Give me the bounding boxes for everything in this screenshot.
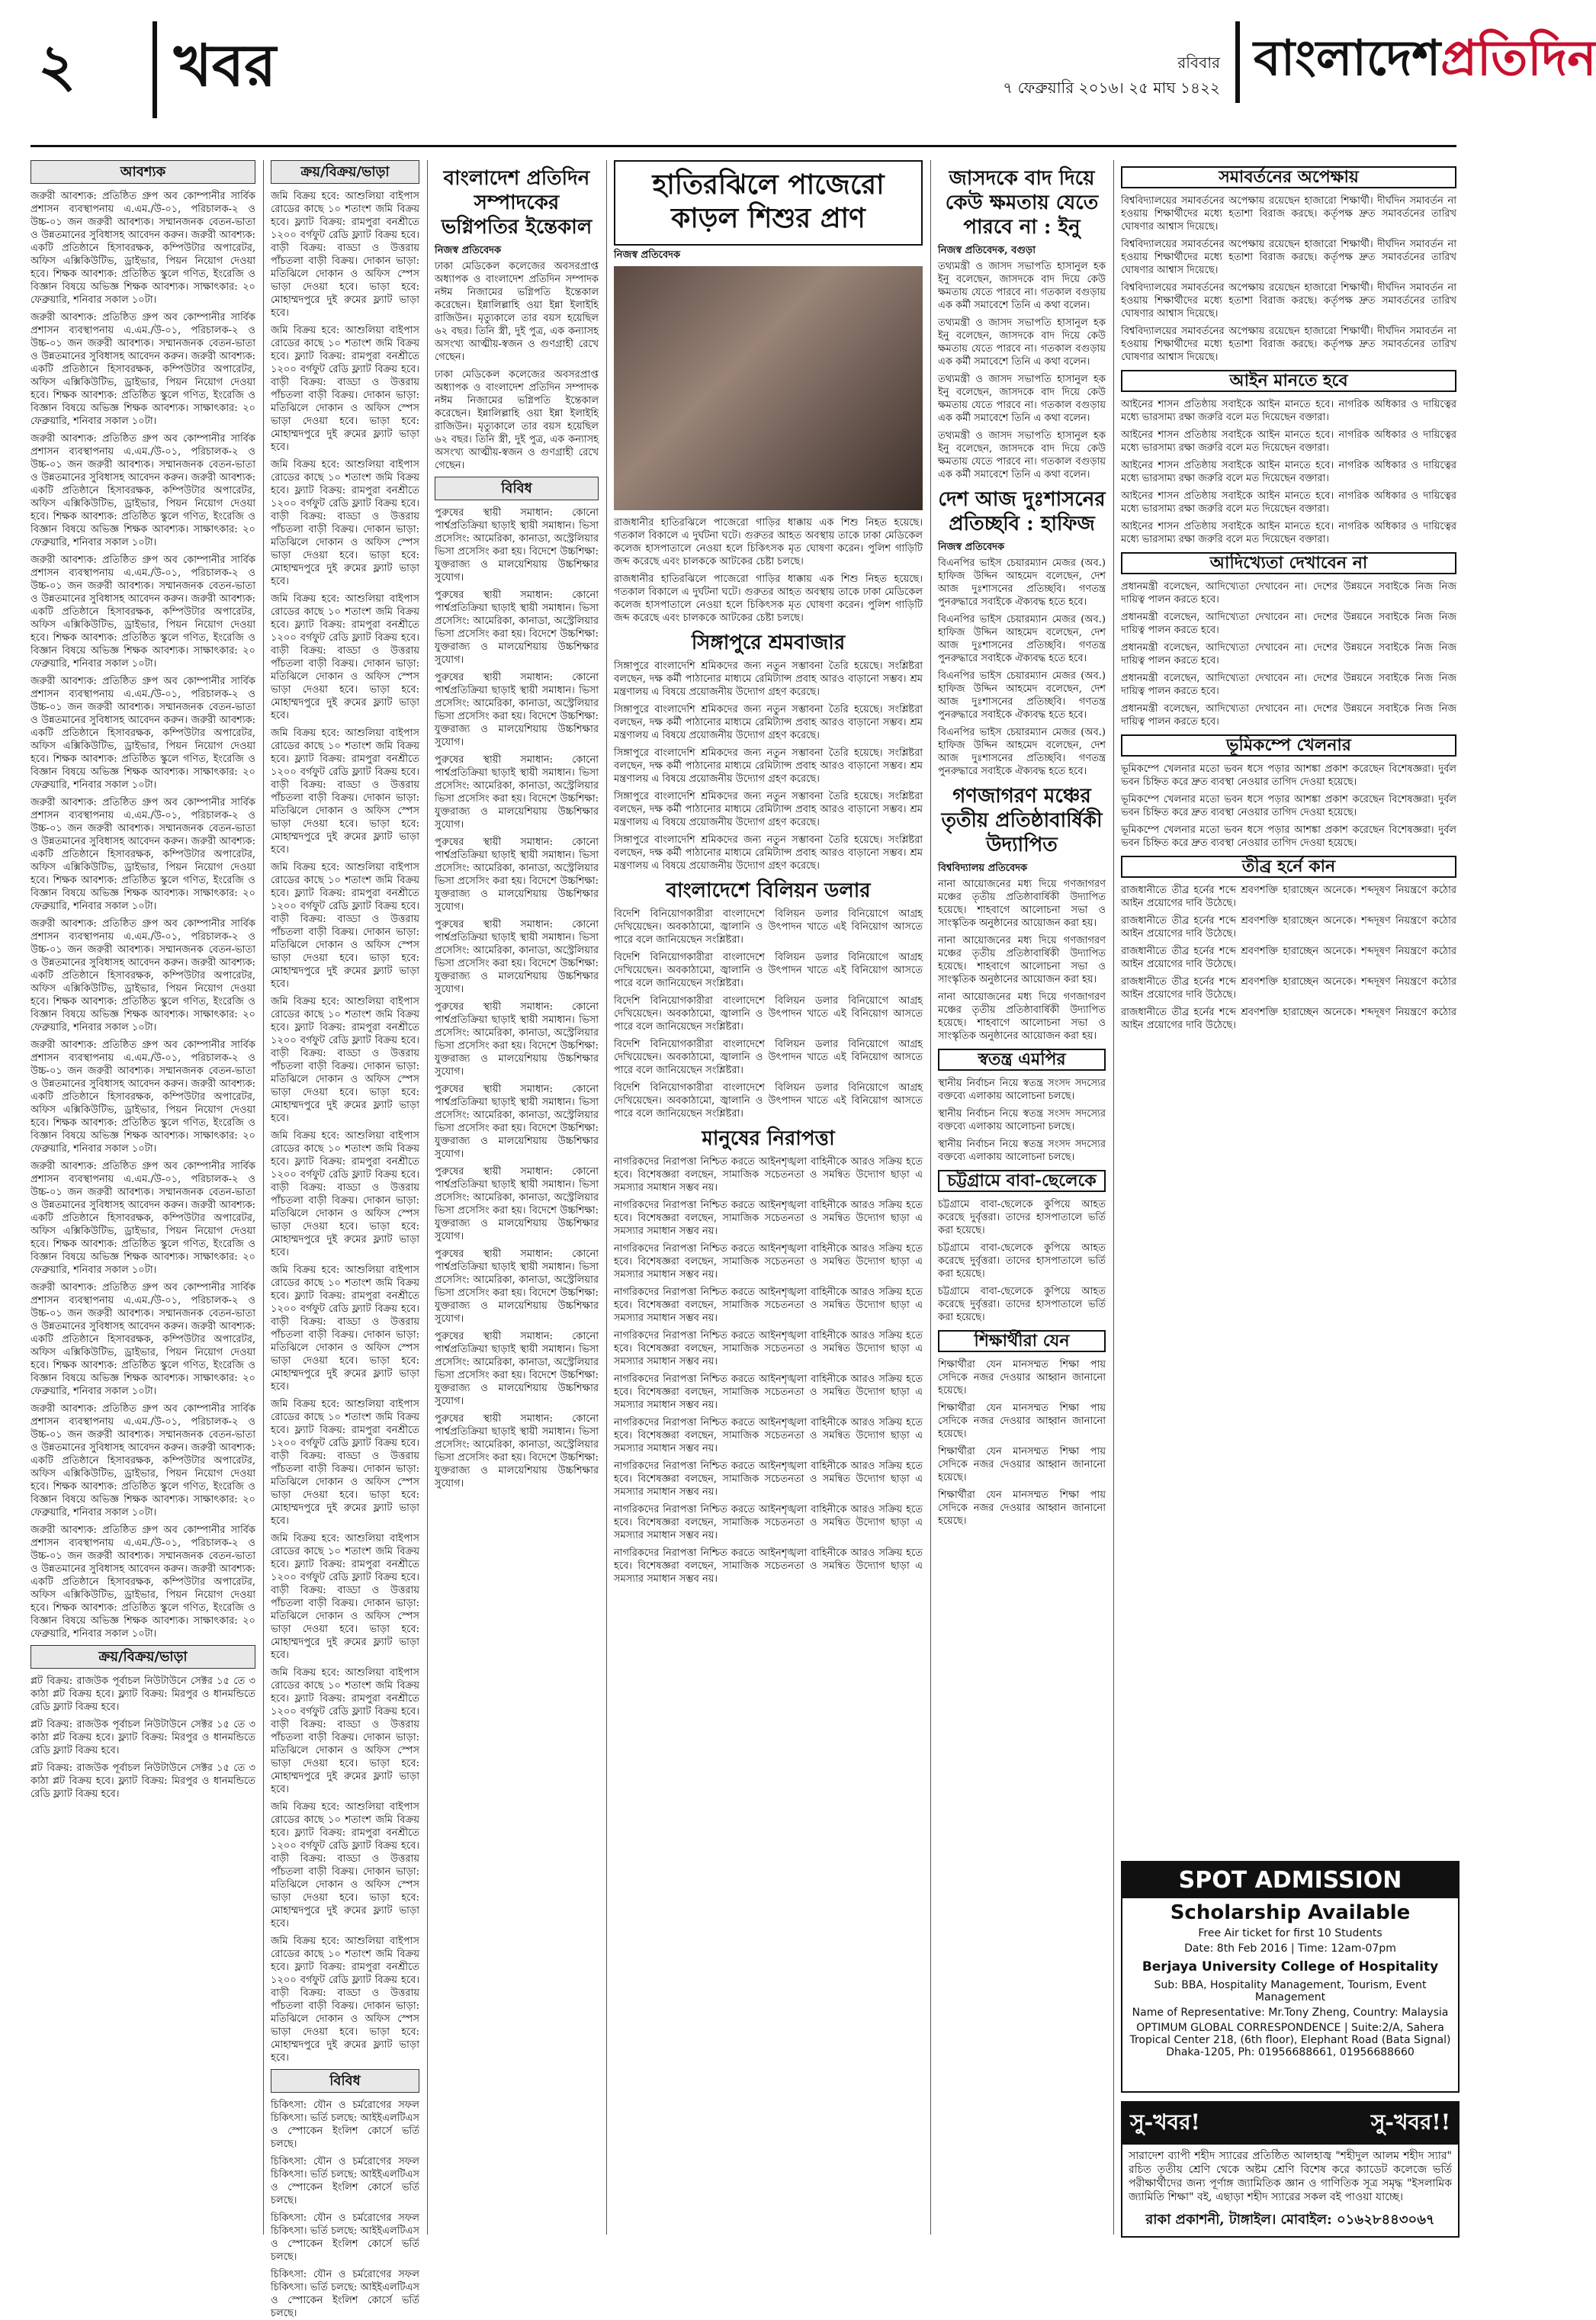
obit-byline: নিজস্ব প্রতিবেদক	[435, 245, 502, 256]
classified-text: জমি বিক্রয় হবে: আশুলিয়া বাইপাস রোডের কাছে ১০ শতাংশ জমি বিক্রয় হবে। ফ্ল্যাট বিক্রয়: রামপুরা বনশ্রীতে ১২০০ বর্গফুট রেডি ফ্ল্যাট বিক্রয় হবে। বাড়ী বিক্রয়: বাড্ডা ও উত্তরায় পাঁচতলা বাড়ী বিক্রয়। দোকান ভাড়া: মতিঝিলে দোকান ও অফিস স্পেস ভাড়া দেওয়া হবে। ভাড়া হবে: মোহাম্মদপুরে দুই রুমের ফ্ল্যাট ভাড়া হবে।	[271, 1130, 419, 1258]
story-headline: জাসদকে বাদ দিয়ে কেউ ক্ষমতায় যেতে পারবে না : ইনু	[945, 167, 1099, 239]
ad-body: সারাদেশ ব্যাপী শহীদ স্যারের প্রতিষ্ঠিত আলহাজ্ব "শহীদুল আলম শহীদ স্যার" রচিত তৃতীয় শ্রেণি থেকে অষ্টম শ্রেণি বিশেষ করে ক্যাডেট কলেজে ভর্তি পরীক্ষার্থীদের জন্য পূর্ণাঙ্গ জ্যামিতিক জ্ঞান ও গাণিতিক সূত্র সমৃদ্ধ "ইসলামিক জ্যামিতি শিক্ষা" বই, এছাড়া শহীদ স্যারের সকল বই পাওয়া যাচ্ছে।	[1129, 2150, 1452, 2203]
story-text: বিএনপির ভাইস চেয়ারম্যান মেজর (অব.) হাফিজ উদ্দিন আহমেদ বলেছেন, দেশ আজ দুঃশাসনের প্রতিচ্ছবি। গণতন্ত্র পুনরুদ্ধারে সবাইকে ঐক্যবদ্ধ হতে হবে।	[938, 670, 1106, 721]
classified-text: জমি বিক্রয় হবে: আশুলিয়া বাইপাস রোডের কাছে ১০ শতাংশ জমি বিক্রয় হবে। ফ্ল্যাট বিক্রয়: রামপুরা বনশ্রীতে ১২০০ বর্গফুট রেডি ফ্ল্যাট বিক্রয় হবে। বাড়ী বিক্রয়: বাড্ডা ও উত্তরায় পাঁচতলা বাড়ী বিক্রয়। দোকান ভাড়া: মতিঝিলে দোকান ও অফিস স্পেস ভাড়া দেওয়া হবে। ভাড়া হবে: মোহাম্মদপুরে দুই রুমের ফ্ল্যাট ভাড়া হবে।	[271, 1801, 419, 1930]
story-text: শিক্ষার্থীরা যেন মানসম্মত শিক্ষা পায় সেদিকে নজর দেওয়ার আহ্বান জানানো হয়েছে।	[938, 1446, 1106, 1483]
classified-text: জরুরী আবশ্যক: প্রতিষ্ঠিত গ্রুপ অব কোম্পানীর সার্বিক প্রশাসন ব্যবস্থাপনায় এ.এম./উ-০১, পরিচালক-২ ও উচ্চ-০১ জন জরুরী আবশ্যক। সম্মানজনক বেতন-ভাতা ও উন্নতমানের সুবিধাসহ আবেদন করুন। জরুরী আবশ্যক: একটি প্রতিষ্ঠানে হিসাবরক্ষক, কম্পিউটার অপারেটর, অফিস এক্সিকিউটিভ, ড্রাইভার, পিয়ন নিয়োগ দেওয়া হবে। শিক্ষক আবশ্যক: প্রতিষ্ঠিত স্কুলে গণিত, ইংরেজি ও বিজ্ঞান বিষয়ে অভিজ্ঞ শিক্ষক আবশ্যক। সাক্ষাৎকার: ২০ ফেব্রুয়ারি, শনিবার সকাল ১০টা।	[31, 191, 255, 306]
story-text: প্রধানমন্ত্রী বলেছেন, আদিখ্যেতা দেখাবেন না। দেশের উন্নয়নে সবাইকে নিজ নিজ দায়িত্ব পালন করতে হবে।	[1121, 703, 1456, 728]
story-text: স্থানীয় নির্বাচন নিয়ে স্বতন্ত্র সংসদ সদস্যের বক্তব্যে এলাকায় আলোচনা চলছে।	[938, 1139, 1106, 1163]
story-text: রাজধানীতে তীব্র হর্নের শব্দে শ্রবণশক্তি হারাচ্ছেন অনেকে। শব্দদূষণ নিয়ন্ত্রণে কঠোর আইন প্রয়োগের দাবি উঠেছে।	[1121, 946, 1456, 970]
story-text: রাজধানীতে তীব্র হর্নের শব্দে শ্রবণশক্তি হারাচ্ছেন অনেকে। শব্দদূষণ নিয়ন্ত্রণে কঠোর আইন প্রয়োগের দাবি উঠেছে।	[1121, 1007, 1456, 1031]
classified-text: চিকিৎসা: যৌন ও চর্মরোগের সফল চিকিৎসা। ভর্তি চলছে: আইইএলটিএস ও স্পোকেন ইংলিশ কোর্সে ভর্তি চলছে।	[271, 2156, 419, 2206]
classified-text: জমি বিক্রয় হবে: আশুলিয়া বাইপাস রোডের কাছে ১০ শতাংশ জমি বিক্রয় হবে। ফ্ল্যাট বিক্রয়: রামপুরা বনশ্রীতে ১২০০ বর্গফুট রেডি ফ্ল্যাট বিক্রয় হবে। বাড়ী বিক্রয়: বাড্ডা ও উত্তরায় পাঁচতলা বাড়ী বিক্রয়। দোকান ভাড়া: মতিঝিলে দোকান ও অফিস স্পেস ভাড়া দেওয়া হবে। ভাড়া হবে: মোহাম্মদপুরে দুই রুমের ফ্ল্যাট ভাড়া হবে।	[271, 1667, 419, 1795]
classified-text: জরুরী আবশ্যক: প্রতিষ্ঠিত গ্রুপ অব কোম্পানীর সার্বিক প্রশাসন ব্যবস্থাপনায় এ.এম./উ-০১, পরিচালক-২ ও উচ্চ-০১ জন জরুরী আবশ্যক। সম্মানজনক বেতন-ভাতা ও উন্নতমানের সুবিধাসহ আবেদন করুন। জরুরী আবশ্যক: একটি প্রতিষ্ঠানে হিসাবরক্ষক, কম্পিউটার অপারেটর, অফিস এক্সিকিউটিভ, ড্রাইভার, পিয়ন নিয়োগ দেওয়া হবে। শিক্ষক আবশ্যক: প্রতিষ্ঠিত স্কুলে গণিত, ইংরেজি ও বিজ্ঞান বিষয়ে অভিজ্ঞ শিক্ষক আবশ্যক। সাক্ষাৎকার: ২০ ফেব্রুয়ারি, শনিবার সকাল ১০টা।	[31, 433, 255, 548]
classified-heading: আবশ্যক	[31, 160, 255, 184]
story-text: নাগরিকদের নিরাপত্তা নিশ্চিত করতে আইনশৃঙ্খলা বাহিনীকে আরও সক্রিয় হতে হবে। বিশেষজ্ঞরা বলছেন, সামাজিক সচেতনতা ও সমন্বিত উদ্যোগ ছাড়া এ সমস্যার সমাধান সম্ভব নয়।	[614, 1417, 923, 1454]
story-text: বিদেশি বিনিয়োগকারীরা বাংলাদেশে বিলিয়ন ডলার বিনিয়োগে আগ্রহ দেখিয়েছেন। অবকাঠামো, জ্বালানি ও উৎপাদন খাতে এই বিনিয়োগ আসতে পারে বলে জানিয়েছেন সংশ্লিষ্টরা।	[614, 1039, 923, 1076]
misc-text: পুরুষের স্থায়ী সমাধান: কোনো পার্শ্বপ্রতিক্রিয়া ছাড়াই স্থায়ী সমাধান। ভিসা প্রসেসিং: আমেরিকা, কানাডা, অস্ট্রেলিয়ার ভিসা প্রসেসিং করা হয়। বিদেশে উচ্চশিক্ষা: যুক্তরাজ্য ও মালয়েশিয়ায় উচ্চশিক্ষার সুযোগ।	[435, 1413, 599, 1489]
story-text: নাগরিকদের নিরাপত্তা নিশ্চিত করতে আইনশৃঙ্খলা বাহিনীকে আরও সক্রিয় হতে হবে। বিশেষজ্ঞরা বলছেন, সামাজিক সচেতনতা ও সমন্বিত উদ্যোগ ছাড়া এ সমস্যার সমাধান সম্ভব নয়।	[614, 1374, 923, 1411]
story-text: প্রধানমন্ত্রী বলেছেন, আদিখ্যেতা দেখাবেন না। দেশের উন্নয়নে সবাইকে নিজ নিজ দায়িত্ব পালন করতে হবে।	[1121, 673, 1456, 697]
brand-main: বাংলাদেশ	[1254, 30, 1441, 87]
story-headline: চট্টগ্রামে বাবা-ছেলেকে	[938, 1170, 1106, 1192]
story-headline: সিঙ্গাপুরে শ্রমবাজার	[691, 631, 846, 654]
story-text: সিঙ্গাপুরে বাংলাদেশি শ্রমিকদের জন্য নতুন সম্ভাবনা তৈরি হয়েছে। সংশ্লিষ্টরা বলছেন, দক্ষ কর্মী পাঠানোর মাধ্যমে রেমিট্যান্স প্রবাহ আরও বাড়ানো সম্ভব। শ্রম মন্ত্রণালয় এ বিষয়ে প্রয়োজনীয় উদ্যোগ গ্রহণ করেছে।	[614, 660, 923, 698]
ad-institute: Berjaya University College of Hospitality	[1142, 1959, 1439, 1975]
classified-text: প্লট বিক্রয়: রাজউক পূর্বাচল নিউটাউনে সেক্টর ১৫ তে ৩ কাঠা প্লট বিক্রয় হবে। ফ্ল্যাট বিক্রয়: মিরপুর ও ধানমন্ডিতে রেডি ফ্ল্যাট বিক্রয় হবে।	[31, 1676, 255, 1713]
story-text: বিএনপির ভাইস চেয়ারম্যান মেজর (অব.) হাফিজ উদ্দিন আহমেদ বলেছেন, দেশ আজ দুঃশাসনের প্রতিচ্ছবি। গণতন্ত্র পুনরুদ্ধারে সবাইকে ঐক্যবদ্ধ হতে হবে।	[938, 727, 1106, 777]
classified-text: জমি বিক্রয় হবে: আশুলিয়া বাইপাস রোডের কাছে ১০ শতাংশ জমি বিক্রয় হবে। ফ্ল্যাট বিক্রয়: রামপুরা বনশ্রীতে ১২০০ বর্গফুট রেডি ফ্ল্যাট বিক্রয় হবে। বাড়ী বিক্রয়: বাড্ডা ও উত্তরায় পাঁচতলা বাড়ী বিক্রয়। দোকান ভাড়া: মতিঝিলে দোকান ও অফিস স্পেস ভাড়া দেওয়া হবে। ভাড়া হবে: মোহাম্মদপুরে দুই রুমের ফ্ল্যাট ভাড়া হবে।	[271, 1533, 419, 1661]
ad-header-right: সু-খবর!!	[1370, 2110, 1450, 2135]
misc-text: পুরুষের স্থায়ী সমাধান: কোনো পার্শ্বপ্রতিক্রিয়া ছাড়াই স্থায়ী সমাধান। ভিসা প্রসেসিং: আমেরিকা, কানাডা, অস্ট্রেলিয়ার ভিসা প্রসেসিং করা হয়। বিদেশে উচ্চশিক্ষা: যুক্তরাজ্য ও মালয়েশিয়ায় উচ্চশিক্ষার সুযোগ।	[435, 590, 599, 666]
story-text: ভূমিকম্পে খেলনার মতো ভবন ধসে পড়ার আশঙ্কা প্রকাশ করেছেন বিশেষজ্ঞরা। দুর্বল ভবন চিহ্নিত করে দ্রুত ব্যবস্থা নেওয়ার তাগিদ দেওয়া হয়েছে।	[1121, 763, 1456, 788]
page-number: ২	[38, 31, 76, 99]
classified-text: জমি বিক্রয় হবে: আশুলিয়া বাইপাস রোডের কাছে ১০ শতাংশ জমি বিক্রয় হবে। ফ্ল্যাট বিক্রয়: রামপুরা বনশ্রীতে ১২০০ বর্গফুট রেডি ফ্ল্যাট বিক্রয় হবে। বাড়ী বিক্রয়: বাড্ডা ও উত্তরায় পাঁচতলা বাড়ী বিক্রয়। দোকান ভাড়া: মতিঝিলে দোকান ও অফিস স্পেস ভাড়া দেওয়া হবে। ভাড়া হবে: মোহাম্মদপুরে দুই রুমের ফ্ল্যাট ভাড়া হবে।	[271, 1936, 419, 2064]
story-text: বিএনপির ভাইস চেয়ারম্যান মেজর (অব.) হাফিজ উদ্দিন আহমেদ বলেছেন, দেশ আজ দুঃশাসনের প্রতিচ্ছবি। গণতন্ত্র পুনরুদ্ধারে সবাইকে ঐক্যবদ্ধ হতে হবে।	[938, 558, 1106, 608]
column-divider	[427, 160, 428, 2235]
story-headline: সমাবর্তনের অপেক্ষায়	[1121, 166, 1456, 188]
story-text: বিদেশি বিনিয়োগকারীরা বাংলাদেশে বিলিয়ন ডলার বিনিয়োগে আগ্রহ দেখিয়েছেন। অবকাঠামো, জ্বালানি ও উৎপাদন খাতে এই বিনিয়োগ আসতে পারে বলে জানিয়েছেন সংশ্লিষ্টরা।	[614, 908, 923, 946]
classified-text: জরুরী আবশ্যক: প্রতিষ্ঠিত গ্রুপ অব কোম্পানীর সার্বিক প্রশাসন ব্যবস্থাপনায় এ.এম./উ-০১, পরিচালক-২ ও উচ্চ-০১ জন জরুরী আবশ্যক। সম্মানজনক বেতন-ভাতা ও উন্নতমানের সুবিধাসহ আবেদন করুন। জরুরী আবশ্যক: একটি প্রতিষ্ঠানে হিসাবরক্ষক, কম্পিউটার অপারেটর, অফিস এক্সিকিউটিভ, ড্রাইভার, পিয়ন নিয়োগ দেওয়া হবে। শিক্ষক আবশ্যক: প্রতিষ্ঠিত স্কুলে গণিত, ইংরেজি ও বিজ্ঞান বিষয়ে অভিজ্ঞ শিক্ষক আবশ্যক। সাক্ষাৎকার: ২০ ফেব্রুয়ারি, শনিবার সকাল ১০টা।	[31, 918, 255, 1033]
lead-byline: নিজস্ব প্রতিবেদক	[614, 249, 681, 261]
story-text: রাজধানীতে তীব্র হর্নের শব্দে শ্রবণশক্তি হারাচ্ছেন অনেকে। শব্দদূষণ নিয়ন্ত্রণে কঠোর আইন প্রয়োগের দাবি উঠেছে।	[1121, 976, 1456, 1001]
ad-address: OPTIMUM GLOBAL CORRESPONDENCE | Suite:2/A, Sahera Tropical Center 218, (6th floor), Elephant Road (Bata Signal) Dhaka-1205, Ph: 01956688661, 01956688660	[1129, 2022, 1451, 2058]
story-headline: আইন মানতে হবে	[1121, 370, 1456, 392]
classified-text: চিকিৎসা: যৌন ও চর্মরোগের সফল চিকিৎসা। ভর্তি চলছে: আইইএলটিএস ও স্পোকেন ইংলিশ কোর্সে ভর্তি চলছে।	[271, 2269, 419, 2319]
story-text: বিদেশি বিনিয়োগকারীরা বাংলাদেশে বিলিয়ন ডলার বিনিয়োগে আগ্রহ দেখিয়েছেন। অবকাঠামো, জ্বালানি ও উৎপাদন খাতে এই বিনিয়োগ আসতে পারে বলে জানিয়েছেন সংশ্লিষ্টরা।	[614, 1082, 923, 1120]
story-text: নাগরিকদের নিরাপত্তা নিশ্চিত করতে আইনশৃঙ্খলা বাহিনীকে আরও সক্রিয় হতে হবে। বিশেষজ্ঞরা বলছেন, সামাজিক সচেতনতা ও সমন্বিত উদ্যোগ ছাড়া এ সমস্যার সমাধান সম্ভব নয়।	[614, 1156, 923, 1194]
classified-text: চিকিৎসা: যৌন ও চর্মরোগের সফল চিকিৎসা। ভর্তি চলছে: আইইএলটিএস ও স্পোকেন ইংলিশ কোর্সে ভর্তি চলছে।	[271, 2212, 419, 2263]
classified-text: জমি বিক্রয় হবে: আশুলিয়া বাইপাস রোডের কাছে ১০ শতাংশ জমি বিক্রয় হবে। ফ্ল্যাট বিক্রয়: রামপুরা বনশ্রীতে ১২০০ বর্গফুট রেডি ফ্ল্যাট বিক্রয় হবে। বাড়ী বিক্রয়: বাড্ডা ও উত্তরায় পাঁচতলা বাড়ী বিক্রয়। দোকান ভাড়া: মতিঝিলে দোকান ও অফিস স্পেস ভাড়া দেওয়া হবে। ভাড়া হবে: মোহাম্মদপুরে দুই রুমের ফ্ল্যাট ভাড়া হবে।	[271, 1399, 419, 1527]
classified-text: জরুরী আবশ্যক: প্রতিষ্ঠিত গ্রুপ অব কোম্পানীর সার্বিক প্রশাসন ব্যবস্থাপনায় এ.এম./উ-০১, পরিচালক-২ ও উচ্চ-০১ জন জরুরী আবশ্যক। সম্মানজনক বেতন-ভাতা ও উন্নতমানের সুবিধাসহ আবেদন করুন। জরুরী আবশ্যক: একটি প্রতিষ্ঠানে হিসাবরক্ষক, কম্পিউটার অপারেটর, অফিস এক্সিকিউটিভ, ড্রাইভার, পিয়ন নিয়োগ দেওয়া হবে। শিক্ষক আবশ্যক: প্রতিষ্ঠিত স্কুলে গণিত, ইংরেজি ও বিজ্ঞান বিষয়ে অভিজ্ঞ শিক্ষক আবশ্যক। সাক্ষাৎকার: ২০ ফেব্রুয়ারি, শনিবার সকাল ১০টা।	[31, 1040, 255, 1155]
classified-text: জমি বিক্রয় হবে: আশুলিয়া বাইপাস রোডের কাছে ১০ শতাংশ জমি বিক্রয় হবে। ফ্ল্যাট বিক্রয়: রামপুরা বনশ্রীতে ১২০০ বর্গফুট রেডি ফ্ল্যাট বিক্রয় হবে। বাড়ী বিক্রয়: বাড্ডা ও উত্তরায় পাঁচতলা বাড়ী বিক্রয়। দোকান ভাড়া: মতিঝিলে দোকান ও অফিস স্পেস ভাড়া দেওয়া হবে। ভাড়া হবে: মোহাম্মদপুরে দুই রুমের ফ্ল্যাট ভাড়া হবে।	[271, 728, 419, 856]
classified-text: জমি বিক্রয় হবে: আশুলিয়া বাইপাস রোডের কাছে ১০ শতাংশ জমি বিক্রয় হবে। ফ্ল্যাট বিক্রয়: রামপুরা বনশ্রীতে ১২০০ বর্গফুট রেডি ফ্ল্যাট বিক্রয় হবে। বাড়ী বিক্রয়: বাড্ডা ও উত্তরায় পাঁচতলা বাড়ী বিক্রয়। দোকান ভাড়া: মতিঝিলে দোকান ও অফিস স্পেস ভাড়া দেওয়া হবে। ভাড়া হবে: মোহাম্মদপুরে দুই রুমের ফ্ল্যাট ভাড়া হবে।	[271, 325, 419, 453]
classified-text: জরুরী আবশ্যক: প্রতিষ্ঠিত গ্রুপ অব কোম্পানীর সার্বিক প্রশাসন ব্যবস্থাপনায় এ.এম./উ-০১, পরিচালক-২ ও উচ্চ-০১ জন জরুরী আবশ্যক। সম্মানজনক বেতন-ভাতা ও উন্নতমানের সুবিধাসহ আবেদন করুন। জরুরী আবশ্যক: একটি প্রতিষ্ঠানে হিসাবরক্ষক, কম্পিউটার অপারেটর, অফিস এক্সিকিউটিভ, ড্রাইভার, পিয়ন নিয়োগ দেওয়া হবে। শিক্ষক আবশ্যক: প্রতিষ্ঠিত স্কুলে গণিত, ইংরেজি ও বিজ্ঞান বিষয়ে অভিজ্ঞ শিক্ষক আবশ্যক। সাক্ষাৎকার: ২০ ফেব্রুয়ারি, শনিবার সকাল ১০টা।	[31, 1525, 255, 1640]
story-text: বিদেশি বিনিয়োগকারীরা বাংলাদেশে বিলিয়ন ডলার বিনিয়োগে আগ্রহ দেখিয়েছেন। অবকাঠামো, জ্বালানি ও উৎপাদন খাতে এই বিনিয়োগ আসতে পারে বলে জানিয়েছেন সংশ্লিষ্টরা।	[614, 995, 923, 1033]
story-text: নানা আয়োজনের মধ্য দিয়ে গণজাগরণ মঞ্চের তৃতীয় প্রতিষ্ঠাবার্ষিকী উদ্যাপিত হয়েছে। শাহবাগে আলোচনা সভা ও সাংস্কৃতিক অনুষ্ঠানের আয়োজন করা হয়।	[938, 879, 1106, 929]
column-divider	[606, 160, 607, 2235]
story-headline: স্বতন্ত্র এমপির	[938, 1049, 1106, 1071]
story-text: চট্টগ্রামে বাবা-ছেলেকে কুপিয়ে আহত করেছে দুর্বৃত্তরা। তাদের হাসপাতালে ভর্তি করা হয়েছে।	[938, 1199, 1106, 1236]
misc-text: পুরুষের স্থায়ী সমাধান: কোনো পার্শ্বপ্রতিক্রিয়া ছাড়াই স্থায়ী সমাধান। ভিসা প্রসেসিং: আমেরিকা, কানাডা, অস্ট্রেলিয়ার ভিসা প্রসেসিং করা হয়। বিদেশে উচ্চশিক্ষা: যুক্তরাজ্য ও মালয়েশিয়ায় উচ্চশিক্ষার সুযোগ।	[435, 754, 599, 831]
misc-text: পুরুষের স্থায়ী সমাধান: কোনো পার্শ্বপ্রতিক্রিয়া ছাড়াই স্থায়ী সমাধান। ভিসা প্রসেসিং: আমেরিকা, কানাডা, অস্ট্রেলিয়ার ভিসা প্রসেসিং করা হয়। বিদেশে উচ্চশিক্ষা: যুক্তরাজ্য ও মালয়েশিয়ায় উচ্চশিক্ষার সুযোগ।	[435, 672, 599, 748]
story-text: ভূমিকম্পে খেলনার মতো ভবন ধসে পড়ার আশঙ্কা প্রকাশ করেছেন বিশেষজ্ঞরা। দুর্বল ভবন চিহ্নিত করে দ্রুত ব্যবস্থা নেওয়ার তাগিদ দেওয়া হয়েছে।	[1121, 794, 1456, 818]
lead-text: রাজধানীর হাতিরঝিলে পাজেরো গাড়ির ধাক্কায় এক শিশু নিহত হয়েছে। গতকাল বিকালে এ দুর্ঘটনা ঘটে। গুরুতর আহত অবস্থায় তাকে ঢাকা মেডিকেল কলেজ হাসপাতালে নেওয়া হলে চিকিৎসক মৃত ঘোষণা করেন। পুলিশ গাড়িটি জব্দ করেছে এবং চালককে আটকের চেষ্টা চলছে।	[614, 517, 923, 567]
story-text: শিক্ষার্থীরা যেন মানসম্মত শিক্ষা পায় সেদিকে নজর দেওয়ার আহ্বান জানানো হয়েছে।	[938, 1489, 1106, 1527]
story-text: সিঙ্গাপুরে বাংলাদেশি শ্রমিকদের জন্য নতুন সম্ভাবনা তৈরি হয়েছে। সংশ্লিষ্টরা বলছেন, দক্ষ কর্মী পাঠানোর মাধ্যমে রেমিট্যান্স প্রবাহ আরও বাড়ানো সম্ভব। শ্রম মন্ত্রণালয় এ বিষয়ে প্রয়োজনীয় উদ্যোগ গ্রহণ করেছে।	[614, 704, 923, 741]
misc-heading: বিবিধ	[435, 477, 599, 500]
story-text: বিশ্ববিদ্যালয়ের সমাবর্তনের অপেক্ষায় রয়েছেন হাজারো শিক্ষার্থী। দীর্ঘদিন সমাবর্তন না হওয়ায় শিক্ষার্থীদের মধ্যে হতাশা বিরাজ করছে। কর্তৃপক্ষ দ্রুত সমাবর্তনের তারিখ ঘোষণার আশ্বাস দিয়েছে।	[1121, 282, 1456, 320]
misc-text: পুরুষের স্থায়ী সমাধান: কোনো পার্শ্বপ্রতিক্রিয়া ছাড়াই স্থায়ী সমাধান। ভিসা প্রসেসিং: আমেরিকা, কানাডা, অস্ট্রেলিয়ার ভিসা প্রসেসিং করা হয়। বিদেশে উচ্চশিক্ষা: যুক্তরাজ্য ও মালয়েশিয়ায় উচ্চশিক্ষার সুযোগ।	[435, 837, 599, 913]
ad-date: Date: 8th Feb 2016 | Time: 12am-07pm	[1184, 1942, 1396, 1955]
story-headline: বাংলাদেশে বিলিয়ন ডলার	[666, 879, 871, 902]
story-text: স্থানীয় নির্বাচন নিয়ে স্বতন্ত্র সংসদ সদস্যের বক্তব্যে এলাকায় আলোচনা চলছে।	[938, 1108, 1106, 1133]
story-text: আইনের শাসন প্রতিষ্ঠায় সবাইকে আইন মানতে হবে। নাগরিক অধিকার ও দায়িত্বের মধ্যে ভারসাম্য রক্ষা জরুরি বলে মত দিয়েছেন বক্তারা।	[1121, 521, 1456, 545]
story-text: নাগরিকদের নিরাপত্তা নিশ্চিত করতে আইনশৃঙ্খলা বাহিনীকে আরও সক্রিয় হতে হবে। বিশেষজ্ঞরা বলছেন, সামাজিক সচেতনতা ও সমন্বিত উদ্যোগ ছাড়া এ সমস্যার সমাধান সম্ভব নয়।	[614, 1504, 923, 1541]
ad-subtitle: Scholarship Available	[1170, 1901, 1411, 1924]
story-headline: গণজাগরণ মঞ্চের তৃতীয় প্রতিষ্ঠাবার্ষিকী উদ্যাপিত	[941, 785, 1103, 856]
classified-text: প্লট বিক্রয়: রাজউক পূর্বাচল নিউটাউনে সেক্টর ১৫ তে ৩ কাঠা প্লট বিক্রয় হবে। ফ্ল্যাট বিক্রয়: মিরপুর ও ধানমন্ডিতে রেডি ফ্ল্যাট বিক্রয় হবে।	[31, 1762, 255, 1800]
story-text: নানা আয়োজনের মধ্য দিয়ে গণজাগরণ মঞ্চের তৃতীয় প্রতিষ্ঠাবার্ষিকী উদ্যাপিত হয়েছে। শাহবাগে আলোচনা সভা ও সাংস্কৃতিক অনুষ্ঠানের আয়োজন করা হয়।	[938, 991, 1106, 1042]
ad-note: Free Air ticket for first 10 Students	[1198, 1927, 1382, 1939]
misc-text: পুরুষের স্থায়ী সমাধান: কোনো পার্শ্বপ্রতিক্রিয়া ছাড়াই স্থায়ী সমাধান। ভিসা প্রসেসিং: আমেরিকা, কানাডা, অস্ট্রেলিয়ার ভিসা প্রসেসিং করা হয়। বিদেশে উচ্চশিক্ষা: যুক্তরাজ্য ও মালয়েশিয়ায় উচ্চশিক্ষার সুযোগ।	[435, 1166, 599, 1242]
obit-headline: বাংলাদেশ প্রতিদিন সম্পাদকের ভগ্নিপতির ইন্তেকাল	[441, 167, 592, 239]
news-col-6	[1121, 160, 1456, 1853]
classified-text: জমি বিক্রয় হবে: আশুলিয়া বাইপাস রোডের কাছে ১০ শতাংশ জমি বিক্রয় হবে। ফ্ল্যাট বিক্রয়: রামপুরা বনশ্রীতে ১২০০ বর্গফুট রেডি ফ্ল্যাট বিক্রয় হবে। বাড়ী বিক্রয়: বাড্ডা ও উত্তরায় পাঁচতলা বাড়ী বিক্রয়। দোকান ভাড়া: মতিঝিলে দোকান ও অফিস স্পেস ভাড়া দেওয়া হবে। ভাড়া হবে: মোহাম্মদপুরে দুই রুমের ফ্ল্যাট ভাড়া হবে।	[271, 996, 419, 1124]
ad-header-left: সু-খবর!	[1130, 2110, 1200, 2135]
masthead-day: রবিবার	[1177, 53, 1220, 72]
section-name: খবর	[153, 21, 276, 118]
story-headline: মানুষের নিরাপত্তা	[702, 1127, 835, 1150]
story-text: আইনের শাসন প্রতিষ্ঠায় সবাইকে আইন মানতে হবে। নাগরিক অধিকার ও দায়িত্বের মধ্যে ভারসাম্য রক্ষা জরুরি বলে মত দিয়েছেন বক্তারা।	[1121, 399, 1456, 423]
classified-text: জরুরী আবশ্যক: প্রতিষ্ঠিত গ্রুপ অব কোম্পানীর সার্বিক প্রশাসন ব্যবস্থাপনায় এ.এম./উ-০১, পরিচালক-২ ও উচ্চ-০১ জন জরুরী আবশ্যক। সম্মানজনক বেতন-ভাতা ও উন্নতমানের সুবিধাসহ আবেদন করুন। জরুরী আবশ্যক: একটি প্রতিষ্ঠানে হিসাবরক্ষক, কম্পিউটার অপারেটর, অফিস এক্সিকিউটিভ, ড্রাইভার, পিয়ন নিয়োগ দেওয়া হবে। শিক্ষক আবশ্যক: প্রতিষ্ঠিত স্কুলে গণিত, ইংরেজি ও বিজ্ঞান বিষয়ে অভিজ্ঞ শিক্ষক আবশ্যক। সাক্ষাৎকার: ২০ ফেব্রুয়ারি, শনিবার সকাল ১০টা।	[31, 1161, 255, 1276]
masthead-rule	[31, 145, 1456, 147]
story-text: সিঙ্গাপুরে বাংলাদেশি শ্রমিকদের জন্য নতুন সম্ভাবনা তৈরি হয়েছে। সংশ্লিষ্টরা বলছেন, দক্ষ কর্মী পাঠানোর মাধ্যমে রেমিট্যান্স প্রবাহ আরও বাড়ানো সম্ভব। শ্রম মন্ত্রণালয় এ বিষয়ে প্রয়োজনীয় উদ্যোগ গ্রহণ করেছে।	[614, 747, 923, 785]
ad-title: SPOT ADMISSION	[1122, 1862, 1458, 1898]
story-text: নাগরিকদের নিরাপত্তা নিশ্চিত করতে আইনশৃঙ্খলা বাহিনীকে আরও সক্রিয় হতে হবে। বিশেষজ্ঞরা বলছেন, সামাজিক সচেতনতা ও সমন্বিত উদ্যোগ ছাড়া এ সমস্যার সমাধান সম্ভব নয়।	[614, 1287, 923, 1324]
story-text: বিশ্ববিদ্যালয়ের সমাবর্তনের অপেক্ষায় রয়েছেন হাজারো শিক্ষার্থী। দীর্ঘদিন সমাবর্তন না হওয়ায় শিক্ষার্থীদের মধ্যে হতাশা বিরাজ করছে। কর্তৃপক্ষ দ্রুত সমাবর্তনের তারিখ ঘোষণার আশ্বাস দিয়েছে।	[1121, 326, 1456, 363]
story-text: শিক্ষার্থীরা যেন মানসম্মত শিক্ষা পায় সেদিকে নজর দেওয়ার আহ্বান জানানো হয়েছে।	[938, 1359, 1106, 1396]
classified-text: জরুরী আবশ্যক: প্রতিষ্ঠিত গ্রুপ অব কোম্পানীর সার্বিক প্রশাসন ব্যবস্থাপনায় এ.এম./উ-০১, পরিচালক-২ ও উচ্চ-০১ জন জরুরী আবশ্যক। সম্মানজনক বেতন-ভাতা ও উন্নতমানের সুবিধাসহ আবেদন করুন। জরুরী আবশ্যক: একটি প্রতিষ্ঠানে হিসাবরক্ষক, কম্পিউটার অপারেটর, অফিস এক্সিকিউটিভ, ড্রাইভার, পিয়ন নিয়োগ দেওয়া হবে। শিক্ষক আবশ্যক: প্রতিষ্ঠিত স্কুলে গণিত, ইংরেজি ও বিজ্ঞান বিষয়ে অভিজ্ঞ শিক্ষক আবশ্যক। সাক্ষাৎকার: ২০ ফেব্রুয়ারি, শনিবার সকাল ১০টা।	[31, 312, 255, 427]
story-byline: নিজস্ব প্রতিবেদক	[938, 541, 1005, 553]
brand-logo	[1235, 21, 1596, 103]
lead-column	[614, 160, 923, 2235]
classified-heading: ক্রয়/বিক্রয়/ভাড়া	[271, 160, 419, 184]
story-byline: নিজস্ব প্রতিবেদক, বগুড়া	[938, 245, 1036, 256]
classified-heading: ক্রয়/বিক্রয়/ভাড়া	[31, 1645, 255, 1669]
classified-text: জমি বিক্রয় হবে: আশুলিয়া বাইপাস রোডের কাছে ১০ শতাংশ জমি বিক্রয় হবে। ফ্ল্যাট বিক্রয়: রামপুরা বনশ্রীতে ১২০০ বর্গফুট রেডি ফ্ল্যাট বিক্রয় হবে। বাড়ী বিক্রয়: বাড্ডা ও উত্তরায় পাঁচতলা বাড়ী বিক্রয়। দোকান ভাড়া: মতিঝিলে দোকান ও অফিস স্পেস ভাড়া দেওয়া হবে। ভাড়া হবে: মোহাম্মদপুরে দুই রুমের ফ্ল্যাট ভাড়া হবে।	[271, 459, 419, 587]
story-text: শিক্ষার্থীরা যেন মানসম্মত শিক্ষা পায় সেদিকে নজর দেওয়ার আহ্বান জানানো হয়েছে।	[938, 1403, 1106, 1440]
ad-header	[1122, 2103, 1458, 2145]
spot-admission-ad	[1121, 1861, 1460, 2093]
story-text: তথ্যমন্ত্রী ও জাসদ সভাপতি হাসানুল হক ইনু বলেছেন, জাসদকে বাদ দিয়ে কেউ ক্ষমতায় যেতে পারবে না। গতকাল বগুড়ায় এক কর্মী সমাবেশে তিনি এ কথা বলেন।	[938, 317, 1106, 368]
story-text: স্থানীয় নির্বাচন নিয়ে স্বতন্ত্র সংসদ সদস্যের বক্তব্যে এলাকায় আলোচনা চলছে।	[938, 1078, 1106, 1102]
story-text: বিদেশি বিনিয়োগকারীরা বাংলাদেশে বিলিয়ন ডলার বিনিয়োগে আগ্রহ দেখিয়েছেন। অবকাঠামো, জ্বালানি ও উৎপাদন খাতে এই বিনিয়োগ আসতে পারে বলে জানিয়েছেন সংশ্লিষ্টরা।	[614, 952, 923, 989]
story-text: প্রধানমন্ত্রী বলেছেন, আদিখ্যেতা দেখাবেন না। দেশের উন্নয়নে সবাইকে নিজ নিজ দায়িত্ব পালন করতে হবে।	[1121, 642, 1456, 667]
classified-col-1	[31, 160, 255, 2235]
story-text: আইনের শাসন প্রতিষ্ঠায় সবাইকে আইন মানতে হবে। নাগরিক অধিকার ও দায়িত্বের মধ্যে ভারসাম্য রক্ষা জরুরি বলে মত দিয়েছেন বক্তারা।	[1121, 490, 1456, 515]
story-text: নাগরিকদের নিরাপত্তা নিশ্চিত করতে আইনশৃঙ্খলা বাহিনীকে আরও সক্রিয় হতে হবে। বিশেষজ্ঞরা বলছেন, সামাজিক সচেতনতা ও সমন্বিত উদ্যোগ ছাড়া এ সমস্যার সমাধান সম্ভব নয়।	[614, 1243, 923, 1280]
lead-headline-box	[614, 160, 923, 246]
story-text: প্রধানমন্ত্রী বলেছেন, আদিখ্যেতা দেখাবেন না। দেশের উন্নয়নে সবাইকে নিজ নিজ দায়িত্ব পালন করতে হবে।	[1121, 581, 1456, 606]
classified-text: জমি বিক্রয় হবে: আশুলিয়া বাইপাস রোডের কাছে ১০ শতাংশ জমি বিক্রয় হবে। ফ্ল্যাট বিক্রয়: রামপুরা বনশ্রীতে ১২০০ বর্গফুট রেডি ফ্ল্যাট বিক্রয় হবে। বাড়ী বিক্রয়: বাড্ডা ও উত্তরায় পাঁচতলা বাড়ী বিক্রয়। দোকান ভাড়া: মতিঝিলে দোকান ও অফিস স্পেস ভাড়া দেওয়া হবে। ভাড়া হবে: মোহাম্মদপুরে দুই রুমের ফ্ল্যাট ভাড়া হবে।	[271, 593, 419, 721]
story-byline: বিশ্ববিদ্যালয় প্রতিবেদক	[938, 863, 1028, 874]
classified-text: জরুরী আবশ্যক: প্রতিষ্ঠিত গ্রুপ অব কোম্পানীর সার্বিক প্রশাসন ব্যবস্থাপনায় এ.এম./উ-০১, পরিচালক-২ ও উচ্চ-০১ জন জরুরী আবশ্যক। সম্মানজনক বেতন-ভাতা ও উন্নতমানের সুবিধাসহ আবেদন করুন। জরুরী আবশ্যক: একটি প্রতিষ্ঠানে হিসাবরক্ষক, কম্পিউটার অপারেটর, অফিস এক্সিকিউটিভ, ড্রাইভার, পিয়ন নিয়োগ দেওয়া হবে। শিক্ষক আবশ্যক: প্রতিষ্ঠিত স্কুলে গণিত, ইংরেজি ও বিজ্ঞান বিষয়ে অভিজ্ঞ শিক্ষক আবশ্যক। সাক্ষাৎকার: ২০ ফেব্রুয়ারি, শনিবার সকাল ১০টা।	[31, 1403, 255, 1518]
misc-text: পুরুষের স্থায়ী সমাধান: কোনো পার্শ্বপ্রতিক্রিয়া ছাড়াই স্থায়ী সমাধান। ভিসা প্রসেসিং: আমেরিকা, কানাডা, অস্ট্রেলিয়ার ভিসা প্রসেসিং করা হয়। বিদেশে উচ্চশিক্ষা: যুক্তরাজ্য ও মালয়েশিয়ায় উচ্চশিক্ষার সুযোগ।	[435, 507, 599, 583]
story-text: সিঙ্গাপুরে বাংলাদেশি শ্রমিকদের জন্য নতুন সম্ভাবনা তৈরি হয়েছে। সংশ্লিষ্টরা বলছেন, দক্ষ কর্মী পাঠানোর মাধ্যমে রেমিট্যান্স প্রবাহ আরও বাড়ানো সম্ভব। শ্রম মন্ত্রণালয় এ বিষয়ে প্রয়োজনীয় উদ্যোগ গ্রহণ করেছে।	[614, 834, 923, 872]
story-text: নাগরিকদের নিরাপত্তা নিশ্চিত করতে আইনশৃঙ্খলা বাহিনীকে আরও সক্রিয় হতে হবে। বিশেষজ্ঞরা বলছেন, সামাজিক সচেতনতা ও সমন্বিত উদ্যোগ ছাড়া এ সমস্যার সমাধান সম্ভব নয়।	[614, 1200, 923, 1237]
classified-heading: বিবিধ	[271, 2069, 419, 2093]
story-text: রাজধানীতে তীব্র হর্নের শব্দে শ্রবণশক্তি হারাচ্ছেন অনেকে। শব্দদূষণ নিয়ন্ত্রণে কঠোর আইন প্রয়োগের দাবি উঠেছে।	[1121, 885, 1456, 909]
classified-text: জরুরী আবশ্যক: প্রতিষ্ঠিত গ্রুপ অব কোম্পানীর সার্বিক প্রশাসন ব্যবস্থাপনায় এ.এম./উ-০১, পরিচালক-২ ও উচ্চ-০১ জন জরুরী আবশ্যক। সম্মানজনক বেতন-ভাতা ও উন্নতমানের সুবিধাসহ আবেদন করুন। জরুরী আবশ্যক: একটি প্রতিষ্ঠানে হিসাবরক্ষক, কম্পিউটার অপারেটর, অফিস এক্সিকিউটিভ, ড্রাইভার, পিয়ন নিয়োগ দেওয়া হবে। শিক্ষক আবশ্যক: প্রতিষ্ঠিত স্কুলে গণিত, ইংরেজি ও বিজ্ঞান বিষয়ে অভিজ্ঞ শিক্ষক আবশ্যক। সাক্ষাৎকার: ২০ ফেব্রুয়ারি, শনিবার সকাল ১০টা।	[31, 797, 255, 912]
misc-text: পুরুষের স্থায়ী সমাধান: কোনো পার্শ্বপ্রতিক্রিয়া ছাড়াই স্থায়ী সমাধান। ভিসা প্রসেসিং: আমেরিকা, কানাডা, অস্ট্রেলিয়ার ভিসা প্রসেসিং করা হয়। বিদেশে উচ্চশিক্ষা: যুক্তরাজ্য ও মালয়েশিয়ায় উচ্চশিক্ষার সুযোগ।	[435, 1084, 599, 1160]
classified-text: জরুরী আবশ্যক: প্রতিষ্ঠিত গ্রুপ অব কোম্পানীর সার্বিক প্রশাসন ব্যবস্থাপনায় এ.এম./উ-০১, পরিচালক-২ ও উচ্চ-০১ জন জরুরী আবশ্যক। সম্মানজনক বেতন-ভাতা ও উন্নতমানের সুবিধাসহ আবেদন করুন। জরুরী আবশ্যক: একটি প্রতিষ্ঠানে হিসাবরক্ষক, কম্পিউটার অপারেটর, অফিস এক্সিকিউটিভ, ড্রাইভার, পিয়ন নিয়োগ দেওয়া হবে। শিক্ষক আবশ্যক: প্রতিষ্ঠিত স্কুলে গণিত, ইংরেজি ও বিজ্ঞান বিষয়ে অভিজ্ঞ শিক্ষক আবশ্যক। সাক্ষাৎকার: ২০ ফেব্রুয়ারি, শনিবার সকাল ১০টা।	[31, 554, 255, 670]
story-text: চট্টগ্রামে বাবা-ছেলেকে কুপিয়ে আহত করেছে দুর্বৃত্তরা। তাদের হাসপাতালে ভর্তি করা হয়েছে।	[938, 1242, 1106, 1280]
lead-photo	[614, 266, 923, 510]
story-headline: শিক্ষার্থীরা যেন	[938, 1330, 1106, 1352]
classified-text: চিকিৎসা: যৌন ও চর্মরোগের সফল চিকিৎসা। ভর্তি চলছে: আইইএলটিএস ও স্পোকেন ইংলিশ কোর্সে ভর্তি চলছে।	[271, 2100, 419, 2150]
story-headline: আদিখ্যেতা দেখাবেন না	[1121, 552, 1456, 574]
masthead-date-text: ৭ ফেব্রুয়ারি ২০১৬। ২৫ মাঘ ১৪২২	[1003, 79, 1220, 97]
lead-headline: হাতিরঝিলে পাজেরো কাড়ল শিশুর প্রাণ	[652, 169, 885, 234]
story-text: চট্টগ্রামে বাবা-ছেলেকে কুপিয়ে আহত করেছে দুর্বৃত্তরা। তাদের হাসপাতালে ভর্তি করা হয়েছে।	[938, 1286, 1106, 1323]
story-text: বিশ্ববিদ্যালয়ের সমাবর্তনের অপেক্ষায় রয়েছেন হাজারো শিক্ষার্থী। দীর্ঘদিন সমাবর্তন না হওয়ায় শিক্ষার্থীদের মধ্যে হতাশা বিরাজ করছে। কর্তৃপক্ষ দ্রুত সমাবর্তনের তারিখ ঘোষণার আশ্বাস দিয়েছে।	[1121, 239, 1456, 276]
story-headline: তীব্র হর্নে কান	[1121, 856, 1456, 878]
column-divider	[930, 160, 931, 2235]
story-text: তথ্যমন্ত্রী ও জাসদ সভাপতি হাসানুল হক ইনু বলেছেন, জাসদকে বাদ দিয়ে কেউ ক্ষমতায় যেতে পারবে না। গতকাল বগুড়ায় এক কর্মী সমাবেশে তিনি এ কথা বলেন।	[938, 430, 1106, 480]
story-text: আইনের শাসন প্রতিষ্ঠায় সবাইকে আইন মানতে হবে। নাগরিক অধিকার ও দায়িত্বের মধ্যে ভারসাম্য রক্ষা জরুরি বলে মত দিয়েছেন বক্তারা।	[1121, 429, 1456, 454]
story-text: প্রধানমন্ত্রী বলেছেন, আদিখ্যেতা দেখাবেন না। দেশের উন্নয়নে সবাইকে নিজ নিজ দায়িত্ব পালন করতে হবে।	[1121, 612, 1456, 636]
misc-text: পুরুষের স্থায়ী সমাধান: কোনো পার্শ্বপ্রতিক্রিয়া ছাড়াই স্থায়ী সমাধান। ভিসা প্রসেসিং: আমেরিকা, কানাডা, অস্ট্রেলিয়ার ভিসা প্রসেসিং করা হয়। বিদেশে উচ্চশিক্ষা: যুক্তরাজ্য ও মালয়েশিয়ায় উচ্চশিক্ষার সুযোগ।	[435, 1331, 599, 1407]
brand-accent: প্রতিদিন	[1440, 30, 1596, 87]
story-text: বিএনপির ভাইস চেয়ারম্যান মেজর (অব.) হাফিজ উদ্দিন আহমেদ বলেছেন, দেশ আজ দুঃশাসনের প্রতিচ্ছবি। গণতন্ত্র পুনরুদ্ধারে সবাইকে ঐক্যবদ্ধ হতে হবে।	[938, 614, 1106, 664]
classified-text: জরুরী আবশ্যক: প্রতিষ্ঠিত গ্রুপ অব কোম্পানীর সার্বিক প্রশাসন ব্যবস্থাপনায় এ.এম./উ-০১, পরিচালক-২ ও উচ্চ-০১ জন জরুরী আবশ্যক। সম্মানজনক বেতন-ভাতা ও উন্নতমানের সুবিধাসহ আবেদন করুন। জরুরী আবশ্যক: একটি প্রতিষ্ঠানে হিসাবরক্ষক, কম্পিউটার অপারেটর, অফিস এক্সিকিউটিভ, ড্রাইভার, পিয়ন নিয়োগ দেওয়া হবে। শিক্ষক আবশ্যক: প্রতিষ্ঠিত স্কুলে গণিত, ইংরেজি ও বিজ্ঞান বিষয়ে অভিজ্ঞ শিক্ষক আবশ্যক। সাক্ষাৎকার: ২০ ফেব্রুয়ারি, শনিবার সকাল ১০টা।	[31, 676, 255, 791]
ad-representative: Name of Representative: Mr.Tony Zheng, Country: Malaysia	[1132, 2007, 1449, 2019]
story-text: রাজধানীতে তীব্র হর্নের শব্দে শ্রবণশক্তি হারাচ্ছেন অনেকে। শব্দদূষণ নিয়ন্ত্রণে কঠোর আইন প্রয়োগের দাবি উঠেছে।	[1121, 915, 1456, 940]
ad-subjects: Sub: BBA, Hospitality Management, Tourism, Event Management	[1154, 1979, 1427, 2003]
story-text: নানা আয়োজনের মধ্য দিয়ে গণজাগরণ মঞ্চের তৃতীয় প্রতিষ্ঠাবার্ষিকী উদ্যাপিত হয়েছে। শাহবাগে আলোচনা সভা ও সাংস্কৃতিক অনুষ্ঠানের আয়োজন করা হয়।	[938, 935, 1106, 985]
misc-text: পুরুষের স্থায়ী সমাধান: কোনো পার্শ্বপ্রতিক্রিয়া ছাড়াই স্থায়ী সমাধান। ভিসা প্রসেসিং: আমেরিকা, কানাডা, অস্ট্রেলিয়ার ভিসা প্রসেসিং করা হয়। বিদেশে উচ্চশিক্ষা: যুক্তরাজ্য ও মালয়েশিয়ায় উচ্চশিক্ষার সুযোগ।	[435, 1001, 599, 1078]
story-text: তথ্যমন্ত্রী ও জাসদ সভাপতি হাসানুল হক ইনু বলেছেন, জাসদকে বাদ দিয়ে কেউ ক্ষমতায় যেতে পারবে না। গতকাল বগুড়ায় এক কর্মী সমাবেশে তিনি এ কথা বলেন।	[938, 261, 1106, 311]
classified-text: জমি বিক্রয় হবে: আশুলিয়া বাইপাস রোডের কাছে ১০ শতাংশ জমি বিক্রয় হবে। ফ্ল্যাট বিক্রয়: রামপুরা বনশ্রীতে ১২০০ বর্গফুট রেডি ফ্ল্যাট বিক্রয় হবে। বাড়ী বিক্রয়: বাড্ডা ও উত্তরায় পাঁচতলা বাড়ী বিক্রয়। দোকান ভাড়া: মতিঝিলে দোকান ও অফিস স্পেস ভাড়া দেওয়া হবে। ভাড়া হবে: মোহাম্মদপুরে দুই রুমের ফ্ল্যাট ভাড়া হবে।	[271, 191, 419, 319]
story-text: নাগরিকদের নিরাপত্তা নিশ্চিত করতে আইনশৃঙ্খলা বাহিনীকে আরও সক্রিয় হতে হবে। বিশেষজ্ঞরা বলছেন, সামাজিক সচেতনতা ও সমন্বিত উদ্যোগ ছাড়া এ সমস্যার সমাধান সম্ভব নয়।	[614, 1460, 923, 1498]
column-divider	[263, 160, 264, 2235]
story-text: সিঙ্গাপুরে বাংলাদেশি শ্রমিকদের জন্য নতুন সম্ভাবনা তৈরি হয়েছে। সংশ্লিষ্টরা বলছেন, দক্ষ কর্মী পাঠানোর মাধ্যমে রেমিট্যান্স প্রবাহ আরও বাড়ানো সম্ভব। শ্রম মন্ত্রণালয় এ বিষয়ে প্রয়োজনীয় উদ্যোগ গ্রহণ করেছে।	[614, 791, 923, 828]
good-news-ad	[1121, 2101, 1460, 2238]
classified-text: জরুরী আবশ্যক: প্রতিষ্ঠিত গ্রুপ অব কোম্পানীর সার্বিক প্রশাসন ব্যবস্থাপনায় এ.এম./উ-০১, পরিচালক-২ ও উচ্চ-০১ জন জরুরী আবশ্যক। সম্মানজনক বেতন-ভাতা ও উন্নতমানের সুবিধাসহ আবেদন করুন। জরুরী আবশ্যক: একটি প্রতিষ্ঠানে হিসাবরক্ষক, কম্পিউটার অপারেটর, অফিস এক্সিকিউটিভ, ড্রাইভার, পিয়ন নিয়োগ দেওয়া হবে। শিক্ষক আবশ্যক: প্রতিষ্ঠিত স্কুলে গণিত, ইংরেজি ও বিজ্ঞান বিষয়ে অভিজ্ঞ শিক্ষক আবশ্যক। সাক্ষাৎকার: ২০ ফেব্রুয়ারি, শনিবার সকাল ১০টা।	[31, 1282, 255, 1397]
news-col-5	[938, 160, 1106, 2235]
story-text: ভূমিকম্পে খেলনার মতো ভবন ধসে পড়ার আশঙ্কা প্রকাশ করেছেন বিশেষজ্ঞরা। দুর্বল ভবন চিহ্নিত করে দ্রুত ব্যবস্থা নেওয়ার তাগিদ দেওয়া হয়েছে।	[1121, 824, 1456, 849]
obit-text: ঢাকা মেডিকেল কলেজের অবসরপ্রাপ্ত অধ্যাপক ও বাংলাদেশ প্রতিদিন সম্পাদক নঈম নিজামের ভগ্নিপতি ইন্তেকাল করেছেন। ইন্নালিল্লাহি ওয়া ইন্না ইলাইহি রাজিউন। মৃত্যুকালে তার বয়স হয়েছিল ৬২ বছর। তিনি স্ত্রী, দুই পুত্র, এক কন্যাসহ অসংখ্য আত্মীয়-স্বজন ও গুণগ্রাহী রেখে গেছেন।	[435, 369, 599, 471]
story-text: বিশ্ববিদ্যালয়ের সমাবর্তনের অপেক্ষায় রয়েছেন হাজারো শিক্ষার্থী। দীর্ঘদিন সমাবর্তন না হওয়ায় শিক্ষার্থীদের মধ্যে হতাশা বিরাজ করছে। কর্তৃপক্ষ দ্রুত সমাবর্তনের তারিখ ঘোষণার আশ্বাস দিয়েছে।	[1121, 195, 1456, 233]
story-text: নাগরিকদের নিরাপত্তা নিশ্চিত করতে আইনশৃঙ্খলা বাহিনীকে আরও সক্রিয় হতে হবে। বিশেষজ্ঞরা বলছেন, সামাজিক সচেতনতা ও সমন্বিত উদ্যোগ ছাড়া এ সমস্যার সমাধান সম্ভব নয়।	[614, 1547, 923, 1585]
ad-footer: রাকা প্রকাশনী, টাঙ্গাইল। মোবাইল: ০১৬২৮৪৪৩০৬৭	[1145, 2212, 1435, 2228]
story-headline: দেশ আজ দুঃশাসনের প্রতিচ্ছবি : হাফিজ	[938, 488, 1106, 535]
story-text: নাগরিকদের নিরাপত্তা নিশ্চিত করতে আইনশৃঙ্খলা বাহিনীকে আরও সক্রিয় হতে হবে। বিশেষজ্ঞরা বলছেন, সামাজিক সচেতনতা ও সমন্বিত উদ্যোগ ছাড়া এ সমস্যার সমাধান সম্ভব নয়।	[614, 1330, 923, 1367]
classified-text: প্লট বিক্রয়: রাজউক পূর্বাচল নিউটাউনে সেক্টর ১৫ তে ৩ কাঠা প্লট বিক্রয় হবে। ফ্ল্যাট বিক্রয়: মিরপুর ও ধানমন্ডিতে রেডি ফ্ল্যাট বিক্রয় হবে।	[31, 1719, 255, 1756]
story-text: আইনের শাসন প্রতিষ্ঠায় সবাইকে আইন মানতে হবে। নাগরিক অধিকার ও দায়িত্বের মধ্যে ভারসাম্য রক্ষা জরুরি বলে মত দিয়েছেন বক্তারা।	[1121, 460, 1456, 484]
misc-text: পুরুষের স্থায়ী সমাধান: কোনো পার্শ্বপ্রতিক্রিয়া ছাড়াই স্থায়ী সমাধান। ভিসা প্রসেসিং: আমেরিকা, কানাডা, অস্ট্রেলিয়ার ভিসা প্রসেসিং করা হয়। বিদেশে উচ্চশিক্ষা: যুক্তরাজ্য ও মালয়েশিয়ায় উচ্চশিক্ষার সুযোগ।	[435, 919, 599, 995]
classified-col-2	[271, 160, 419, 2319]
column-divider	[1113, 160, 1114, 2235]
classified-text: জমি বিক্রয় হবে: আশুলিয়া বাইপাস রোডের কাছে ১০ শতাংশ জমি বিক্রয় হবে। ফ্ল্যাট বিক্রয়: রামপুরা বনশ্রীতে ১২০০ বর্গফুট রেডি ফ্ল্যাট বিক্রয় হবে। বাড়ী বিক্রয়: বাড্ডা ও উত্তরায় পাঁচতলা বাড়ী বিক্রয়। দোকান ভাড়া: মতিঝিলে দোকান ও অফিস স্পেস ভাড়া দেওয়া হবে। ভাড়া হবে: মোহাম্মদপুরে দুই রুমের ফ্ল্যাট ভাড়া হবে।	[271, 1264, 419, 1393]
obit-text: ঢাকা মেডিকেল কলেজের অবসরপ্রাপ্ত অধ্যাপক ও বাংলাদেশ প্রতিদিন সম্পাদক নঈম নিজামের ভগ্নিপতি ইন্তেকাল করেছেন। ইন্নালিল্লাহি ওয়া ইন্না ইলাইহি রাজিউন। মৃত্যুকালে তার বয়স হয়েছিল ৬২ বছর। তিনি স্ত্রী, দুই পুত্র, এক কন্যাসহ অসংখ্য আত্মীয়-স্বজন ও গুণগ্রাহী রেখে গেছেন।	[435, 261, 599, 363]
masthead-date	[991, 52, 1220, 102]
story-text: তথ্যমন্ত্রী ও জাসদ সভাপতি হাসানুল হক ইনু বলেছেন, জাসদকে বাদ দিয়ে কেউ ক্ষমতায় যেতে পারবে না। গতকাল বগুড়ায় এক কর্মী সমাবেশে তিনি এ কথা বলেন।	[938, 374, 1106, 424]
lead-text: রাজধানীর হাতিরঝিলে পাজেরো গাড়ির ধাক্কায় এক শিশু নিহত হয়েছে। গতকাল বিকালে এ দুর্ঘটনা ঘটে। গুরুতর আহত অবস্থায় তাকে ঢাকা মেডিকেল কলেজ হাসপাতালে নেওয়া হলে চিকিৎসক মৃত ঘোষণা করেন। পুলিশ গাড়িটি জব্দ করেছে এবং চালককে আটকের চেষ্টা চলছে।	[614, 574, 923, 624]
story-headline: ভূমিকম্পে খেলনার	[1121, 734, 1456, 757]
misc-text: পুরুষের স্থায়ী সমাধান: কোনো পার্শ্বপ্রতিক্রিয়া ছাড়াই স্থায়ী সমাধান। ভিসা প্রসেসিং: আমেরিকা, কানাডা, অস্ট্রেলিয়ার ভিসা প্রসেসিং করা হয়। বিদেশে উচ্চশিক্ষা: যুক্তরাজ্য ও মালয়েশিয়ায় উচ্চশিক্ষার সুযোগ।	[435, 1248, 599, 1325]
masthead	[31, 21, 1596, 113]
classified-text: জমি বিক্রয় হবে: আশুলিয়া বাইপাস রোডের কাছে ১০ শতাংশ জমি বিক্রয় হবে। ফ্ল্যাট বিক্রয়: রামপুরা বনশ্রীতে ১২০০ বর্গফুট রেডি ফ্ল্যাট বিক্রয় হবে। বাড়ী বিক্রয়: বাড্ডা ও উত্তরায় পাঁচতলা বাড়ী বিক্রয়। দোকান ভাড়া: মতিঝিলে দোকান ও অফিস স্পেস ভাড়া দেওয়া হবে। ভাড়া হবে: মোহাম্মদপুরে দুই রুমের ফ্ল্যাট ভাড়া হবে।	[271, 862, 419, 990]
obit-column	[435, 160, 599, 2235]
